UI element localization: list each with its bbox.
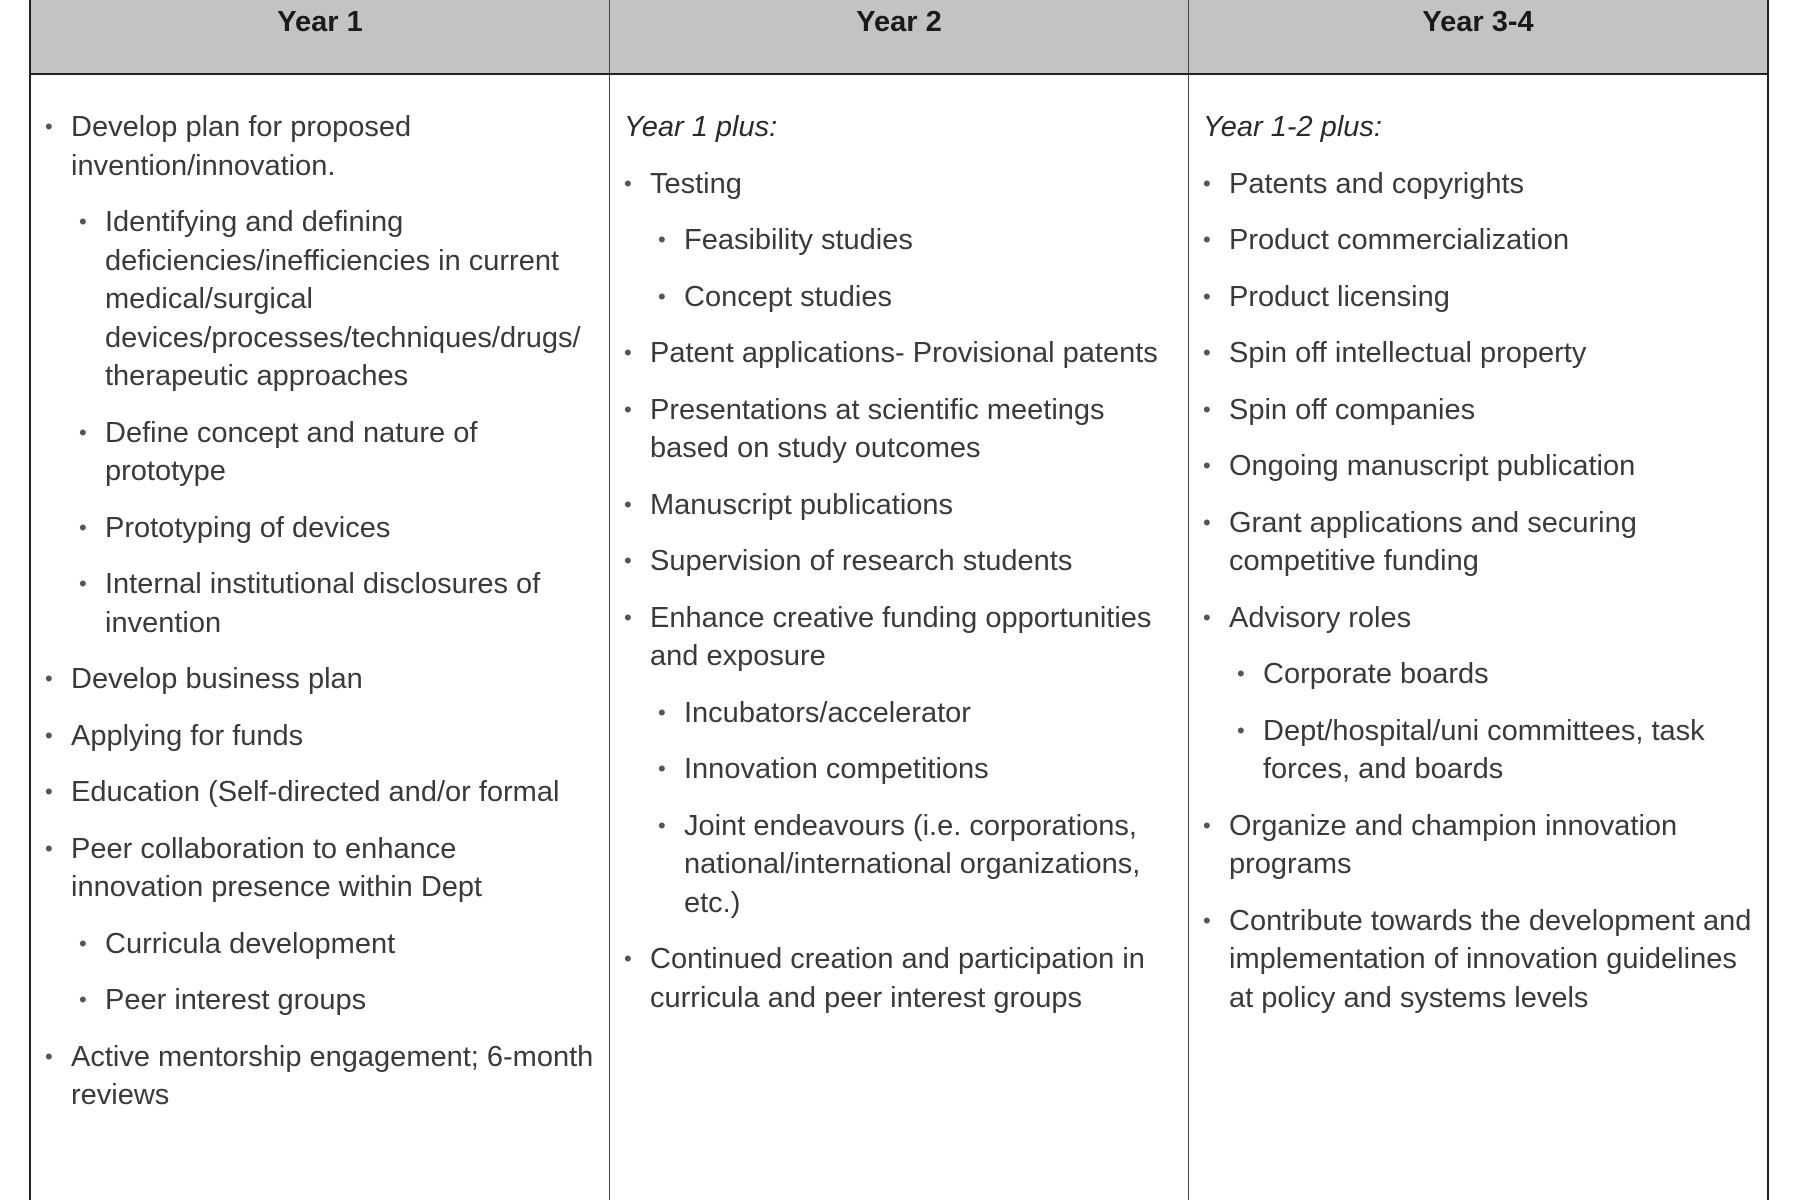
bullet-icon: • [624, 548, 632, 573]
list-item [624, 165, 1174, 204]
list-item [624, 599, 1174, 676]
list-item-text: Concept studies [684, 280, 892, 313]
list-item-text: Advisory roles [1229, 601, 1412, 634]
list-item-text: Identifying and defining deficiencies/inefficiencies in current medical/surgical devices/processes/techniques/drugs/ therapeutic approaches [105, 206, 581, 392]
list-item-text: Applying for funds [71, 719, 304, 752]
list-item-text: Dept/hospital/uni committees, task forces, and boards [1263, 714, 1705, 785]
sub-list-item [45, 981, 595, 1020]
list-item-text: Active mentorship engagement; 6-month reviews [71, 1040, 594, 1111]
column-intro: Year 1-2 plus: [1203, 111, 1382, 143]
bullet-icon: • [658, 283, 666, 309]
sub-list-item [624, 694, 1174, 733]
list-item-text: Peer collaboration to enhance innovation presence within Dept [71, 832, 483, 903]
list-item [1203, 278, 1753, 317]
table-body-row [31, 75, 1767, 1200]
list-item-text: Innovation competitions [684, 753, 989, 785]
bullet-icon: • [1203, 907, 1211, 933]
list-item-text: Spin off companies [1229, 393, 1476, 426]
list-item [624, 391, 1174, 468]
bullet-icon: • [45, 779, 53, 804]
bullet-icon: • [45, 114, 53, 139]
list-item [1203, 447, 1753, 486]
bullet-icon: • [1203, 283, 1211, 309]
list-item [1203, 391, 1753, 430]
sub-list-item [45, 203, 595, 396]
sub-list-item [1203, 712, 1753, 789]
bullet-icon: • [45, 722, 53, 748]
bullet-icon: • [45, 1043, 53, 1069]
list-item-text: Organize and champion innovation programs [1229, 809, 1678, 880]
bullet-icon: • [79, 987, 87, 1012]
bullet-icon: • [1203, 604, 1211, 630]
bullet-icon: • [79, 571, 87, 596]
bullet-icon: • [45, 666, 53, 691]
list-item [624, 486, 1174, 525]
bullet-icon: • [1203, 170, 1211, 196]
bullet-icon: • [79, 209, 87, 234]
sub-list-item [45, 565, 595, 642]
sub-list-item [1203, 655, 1753, 694]
table-header-row [31, 0, 1767, 75]
list-item-text: Grant applications and securing competitive funding [1229, 506, 1637, 577]
bullet-icon: • [658, 812, 666, 838]
header-year-3-4: Year 3-4 [1188, 0, 1767, 73]
list-item-text: Peer interest groups [105, 984, 367, 1016]
list-item-text: Corporate boards [1263, 658, 1489, 690]
list-item-text: Patent applications- Provisional patents [650, 337, 1158, 369]
column-year-1 [31, 75, 609, 1200]
list-item-text: Ongoing manuscript publication [1229, 450, 1636, 482]
list-item-text: Product commercialization [1229, 224, 1570, 256]
column-year-2 [609, 75, 1188, 1200]
list-item [45, 108, 595, 185]
list-item [45, 1038, 595, 1115]
bullet-icon: • [1203, 812, 1211, 838]
list-item-text: Manuscript publications [650, 488, 954, 521]
list-item-text: Develop plan for proposed invention/innovation. [71, 111, 412, 182]
list-item-text: Define concept and nature of prototype [105, 416, 478, 487]
bullet-icon: • [1203, 227, 1211, 252]
bullet-icon: • [624, 340, 632, 365]
bullet-list [45, 108, 595, 1115]
list-item-text: Education (Self-directed and/or formal [71, 776, 560, 808]
list-item [1203, 807, 1753, 884]
bullet-icon: • [1203, 509, 1211, 535]
bullet-icon: • [79, 419, 87, 445]
sub-list-item [624, 807, 1174, 923]
sub-list-item [624, 221, 1174, 260]
bullet-icon: • [658, 227, 666, 252]
list-item [1203, 504, 1753, 581]
list-item [624, 334, 1174, 373]
sub-list-item [45, 414, 595, 491]
list-item [1203, 599, 1753, 638]
sub-list-item [45, 925, 595, 964]
bullet-icon: • [79, 930, 87, 956]
bullet-icon: • [624, 491, 632, 517]
list-item-text: Internal institutional disclosures of invention [105, 568, 541, 639]
bullet-icon: • [1203, 453, 1211, 478]
list-item-text: Incubators/accelerator [684, 696, 971, 729]
list-item [45, 773, 595, 812]
bullet-icon: • [624, 946, 632, 971]
sub-list-item [624, 750, 1174, 789]
list-item-text: Enhance creative funding opportunities and exposure [650, 601, 1152, 672]
list-item-text: Patents and copyrights [1229, 167, 1525, 200]
list-item-text: Continued creation and participation in curricula and peer interest groups [650, 943, 1145, 1014]
list-item [1203, 902, 1753, 1018]
bullet-icon: • [658, 699, 666, 725]
list-item-text: Spin off intellectual property [1229, 337, 1587, 369]
bullet-icon: • [624, 396, 632, 422]
bullet-icon: • [45, 835, 53, 861]
bullet-icon: • [79, 514, 87, 540]
list-item-text: Contribute towards the development and implementation of innovation guidelines at policy and systems levels [1229, 904, 1752, 1014]
list-item-text: Develop business plan [71, 663, 363, 695]
bullet-icon: • [624, 604, 632, 630]
list-item-text: Joint endeavours (i.e. corporations, national/international organizations, etc.) [684, 809, 1141, 919]
sub-list-item [45, 509, 595, 548]
bullet-icon: • [1203, 340, 1211, 365]
list-item-text: Curricula development [105, 927, 396, 960]
list-item [624, 542, 1174, 581]
list-item [1203, 221, 1753, 260]
bullet-list [624, 165, 1174, 1018]
bullet-icon: • [624, 170, 632, 196]
list-item [1203, 334, 1753, 373]
list-item-text: Prototyping of devices [105, 511, 391, 544]
list-item-text: Feasibility studies [684, 224, 913, 256]
column-year-3-4 [1188, 75, 1767, 1200]
list-item [45, 717, 595, 756]
bullet-list [1203, 165, 1753, 1018]
list-item [45, 830, 595, 907]
list-item-text: Presentations at scientific meetings based on study outcomes [650, 393, 1105, 464]
list-item-text: Supervision of research students [650, 545, 1073, 577]
bullet-icon: • [1237, 717, 1245, 743]
list-item-text: Product licensing [1229, 280, 1450, 313]
list-item [1203, 165, 1753, 204]
list-item [45, 660, 595, 699]
bullet-icon: • [1237, 661, 1245, 686]
milestones-table [29, 0, 1769, 1200]
list-item-text: Testing [650, 167, 742, 200]
header-year-1: Year 1 [277, 6, 363, 38]
header-year-2: Year 2 [609, 0, 1188, 73]
list-item [624, 940, 1174, 1017]
bullet-icon: • [658, 756, 666, 781]
sub-list-item [624, 278, 1174, 317]
bullet-icon: • [1203, 396, 1211, 422]
column-intro: Year 1 plus: [624, 111, 778, 143]
